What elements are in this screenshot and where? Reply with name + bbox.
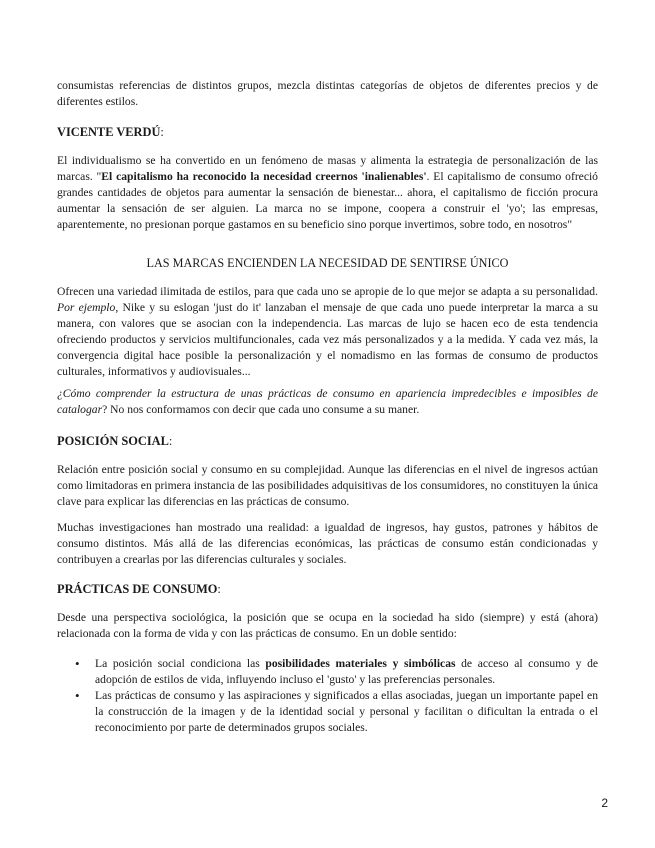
- bullet-1-text-bold: posibilidades materiales y simbólicas: [265, 657, 456, 670]
- marcas-title-text: LAS MARCAS ENCIENDEN LA NECESIDAD DE SENTIRSE ÚNICO: [146, 256, 509, 270]
- marcas-title: [57, 255, 598, 271]
- bullet-1-text-b: de acceso al consumo y de adopción de estilos de vida, influyendo incluso el 'gusto' y las preferencias personales.: [95, 657, 599, 686]
- marcas-text-a: Ofrecen una variedad ilimitada de estilos, para que cada uno se apropie de lo que mejor se adapta a su personalidad.: [57, 285, 598, 298]
- practicas-text: Desde una perspectiva sociológica, la posición que se ocupa en la sociedad ha sido (siempre) y está (ahora) relacionada con la forma de vida y con las prácticas de consumo. En un doble sentido:: [57, 611, 598, 640]
- marcas-text-b: , Nike y su eslogan 'just do it' lanzaban el mensaje de que cada uno puede interpretar la marca a su manera, con valores que se asocian con la independencia. Las marcas de lujo se hacen eco de esta tendencia ofreciendo productos y servicios multifuncionales, cada vez más personalizados y a la medida. Y cada vez más, la convergencia digital hace posible la personalización y el nomadismo en las formas de consumo de productos culturales, informativos y audiovisuales...: [57, 301, 599, 378]
- posicion-text-2: Muchas investigaciones han mostrado una realidad: a igualdad de ingresos, hay gustos, patrones y hábitos de consumo distintos. Más allá de las diferencias económicas, las prácticas de consumo están condicionadas y contribuyen a crearlas por las diferencias culturales y sociales.: [57, 521, 598, 566]
- marcas-question-italic: ¿Cómo comprender la estructura de unas prácticas de consumo en apariencia impredecibles e imposibles de catalogar: [57, 387, 598, 416]
- posicion-paragraph-2: [57, 520, 598, 568]
- verdu-text-bold: El capitalismo ha reconocido la necesidad creernos 'inalienables': [101, 170, 427, 183]
- verdu-heading-text: VICENTE VERDÚ: [57, 125, 161, 139]
- page-number: 2: [601, 796, 608, 810]
- verdu-heading: [57, 124, 598, 140]
- practicas-heading-colon: :: [217, 582, 221, 596]
- intro-text: consumistas referencias de distintos grupos, mezcla distintas categorías de objetos de diferentes precios y de diferentes estilos.: [57, 79, 598, 108]
- marcas-question-rest: ? No nos conformamos con decir que cada uno consume a su maner.: [102, 403, 420, 416]
- practicas-bullet-list: [75, 656, 598, 736]
- bullet-1-text-a: La posición social condiciona las: [95, 657, 266, 670]
- posicion-heading-text: POSICIÓN SOCIAL: [57, 434, 169, 448]
- practicas-heading: [57, 581, 598, 597]
- practicas-paragraph: [57, 610, 598, 642]
- bullet-2-text: Las prácticas de consumo y las aspiraciones y significados a ellas asociadas, juegan un importante papel en la construcción de la imagen y de la identidad social y personal y facilitan o dificultan la entrada o el reconocimiento por parte de determinados grupos sociales.: [95, 689, 598, 734]
- marcas-paragraph: [57, 284, 598, 380]
- verdu-paragraph: [57, 153, 598, 233]
- verdu-text-b: . El capitalismo de consumo ofreció grandes cantidades de objetos para aumentar la sensación de bienestar... ahora, el capitalismo de ficción procura aumentar la sensación de ser alguien. La marca no se impone, coopera a construir el 'yo'; las empresas, aparentemente, no presionan porque gastamos en su beneficio sino porque invertimos, sobre todo, en nosotros": [57, 170, 598, 231]
- posicion-paragraph-1: [57, 462, 598, 510]
- bullet-item: [75, 688, 598, 736]
- posicion-heading-colon: :: [168, 434, 173, 448]
- posicion-heading: [57, 433, 598, 449]
- verdu-heading-colon: :: [160, 125, 164, 139]
- bullet-item: [75, 656, 598, 688]
- marcas-question: [57, 386, 598, 418]
- verdu-text-a: El individualismo se ha convertido en un fenómeno de masas y alimenta la estrategia de personalización de las marcas. ": [57, 154, 598, 183]
- practicas-heading-text: PRÁCTICAS DE CONSUMO: [57, 582, 218, 596]
- posicion-text-1: Relación entre posición social y consumo en su complejidad. Aunque las diferencias en el nivel de ingresos actúan como limitadoras en primera instancia de las posibilidades adquisitivas de los consumidores, no constituyen la única clave para explicar las diferencias en las prácticas de consumo.: [57, 463, 598, 508]
- marcas-text-italic: Por ejemplo: [57, 301, 116, 314]
- intro-paragraph: [57, 78, 598, 110]
